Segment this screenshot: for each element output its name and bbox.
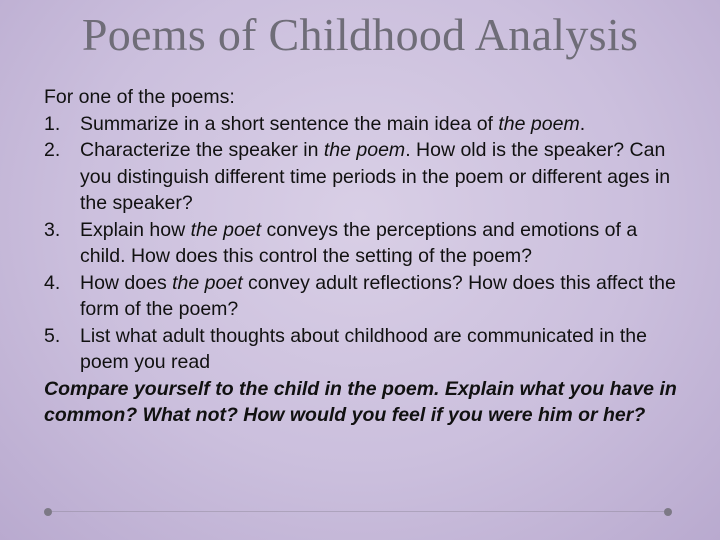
question-text-end: conveys the perceptions and emotions of a child. How does this control the setting of the poem?: [80, 218, 638, 267]
question-item-2: [44, 137, 684, 217]
question-item-3: [44, 217, 684, 270]
footer-left-dot: [44, 508, 52, 516]
question-text: List what adult thoughts about childhood are communicated in the poem you read: [80, 324, 647, 373]
question-emphasis: the poem: [323, 139, 406, 161]
question-number: 3.: [44, 218, 61, 241]
question-text-end: convey adult reflections? How does this affect the form of the poem?: [80, 271, 676, 320]
question-list: [44, 111, 684, 376]
question-text-end: .: [579, 112, 586, 135]
question-item-5: [44, 323, 684, 376]
intro-text: For one of the poems:: [44, 86, 235, 108]
question-number: 4.: [44, 271, 61, 294]
question-number: 5.: [44, 324, 61, 347]
footer-right-dot: [664, 508, 672, 516]
slide-body: [44, 84, 684, 429]
question-number: 1.: [44, 112, 61, 135]
question-text: Characterize the speaker in: [80, 139, 324, 161]
question-text: How does: [80, 271, 173, 294]
question-number: 2.: [44, 139, 61, 161]
question-text-end: . How old is the speaker? Can you distinguish different time periods in the poem or different ages in the speaker?: [80, 139, 671, 214]
question-item-1: [44, 111, 684, 138]
question-text: Explain how: [80, 218, 191, 241]
slide-title: Poems of Childhood Analysis: [81, 9, 639, 60]
question-text: Summarize in a short sentence the main idea of: [80, 112, 499, 135]
question-emphasis: the poet: [172, 271, 243, 294]
question-emphasis: the poem: [498, 112, 580, 135]
closing-prompt: Compare yourself to the child in the poem. Explain what you have in common? What not? How would you feel if you were him or her?: [44, 377, 677, 426]
question-item-4: [44, 270, 684, 323]
question-emphasis: the poet: [190, 218, 262, 241]
footer-divider: [52, 511, 664, 512]
